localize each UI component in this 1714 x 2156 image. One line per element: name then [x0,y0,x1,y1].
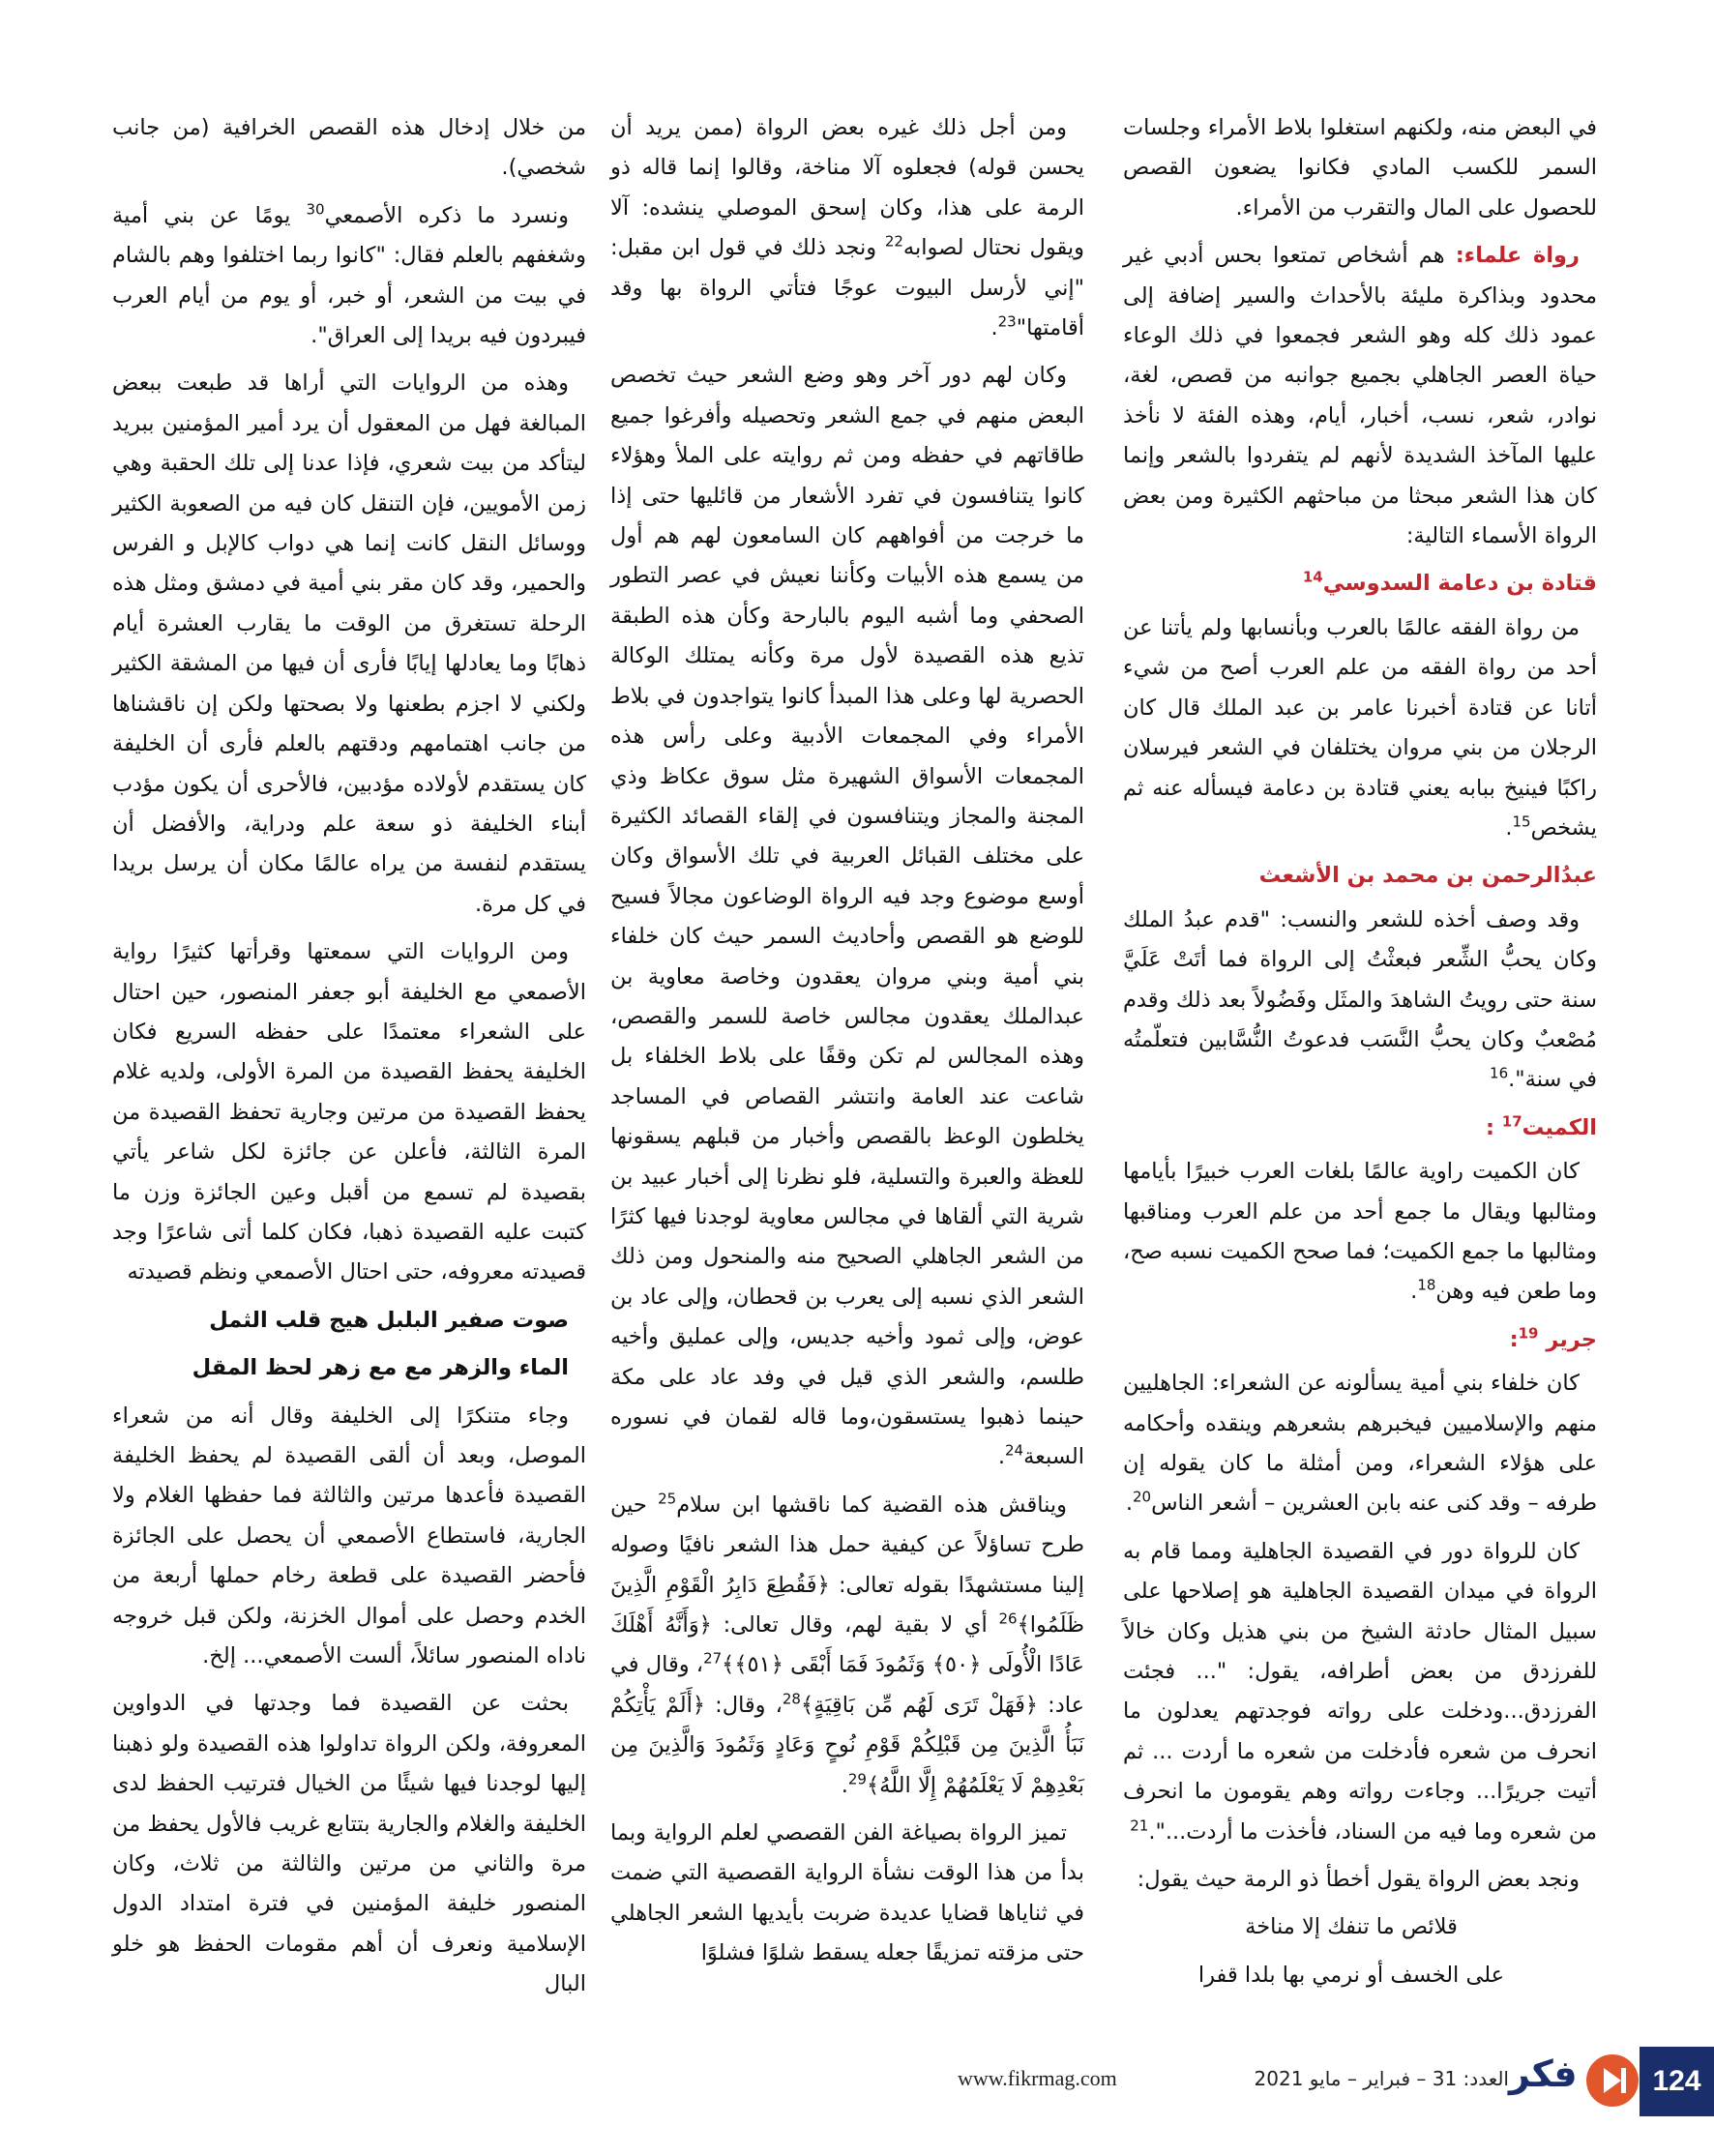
heading-kumait-text: الكميت [1522,1114,1597,1140]
heading-abdulrahman: عبدُالرحمن بن محمد بن الأشعث [1258,863,1597,889]
ulama-label: رواة علماء: [1455,243,1580,269]
paragraph-text: كان للرواة دور في القصيدة الجاهلية ومما قام به الرواة في ميدان القصيدة الجاهلية هو إصلاحها على سبيل المثال حادثة الشيخ من بني هذيل وكان خالاً للفرزدق من بعض أطرافه، يقول: "... فجئت الفرزدق...ودخلت على رواته فوجدتهم يعدلون ما انحرف من شعره فأدخلت من شعره ما أردت ... ثم أتيت جريرًا... وجاءت رواته وهم يقومون ما انحرف من شعره وما فيه من السناد، فأخذت ما أردت...". [1123,1538,1597,1845]
heading-jarir: جرير $^{19}$: [1509,1324,1597,1352]
paragraph-text: كان خلفاء بني أمية يسألونه عن الشعراء: الجاهليين منهم والإسلاميين فيخبرهم بشعرهم وينقده وأحكامه على هؤلاء الشعراء، ومن أمثلة ما كان يقوله إن طرفه – وقد كنى عنه بابن العشرين – أشعر الناس [1123,1371,1597,1517]
column-left [112,108,586,2013]
paragraph-text: حين طرح تساؤلاً عن كيفية حمل هذا الشعر نافيًا وصوله إلينا مستشهدًا بقوله تعالى: ﴿فَقُطِعَ دَابِرُ الْقَوْمِ الَّذِينَ ظَلَمُوا﴾ [610,1491,1084,1639]
paragraph: تميز الرواة بصياغة الفن القصصي لعلم الرواية وبما بدأ من هذا الوقت نشأة الرواية القصصية التي ضمت في ثناياها قضايا عديدة ضربت بأيديها الشعر الجاهلي حتى مزقته تمزيقًا جعله يسقط شلوًا فشلوًا [610,1820,1084,1966]
footnote-ref: 28 [782,1690,801,1708]
paragraph-text: من رواة الفقه عالمًا بالعرب وبأنسابها ولم يأتنا عن أحد من رواة الفقه من علم العرب أصح من شيء أتانا عن قتادة أخبرنا عامر بن عبد الملك قال كان الرجلان من بني مروان يختلفان في الشعر فيرسلان راكبًا فينيخ ببابه يعني قتادة بن دعامة فيسأله عنه ثم يشخص [1123,614,1597,841]
poem-line-bold: صوت صفير البلبل هيج قلب الثمل [209,1307,569,1333]
paragraph: وهذه من الروايات التي أراها قد طبعت ببعض المبالغة فهل من المعقول أن يرد أمير المؤمنين ببريد ليتأكد من بيت شعري، فإذا عدنا إلى تلك الحقبة وهي زمن الأمويين، فإن التنقل كان فيه من الصعوبة الكثير ووسائل النقل كانت إنما هي دواب كالإبل و الفرس والحمير، وقد كان مقر بني أمية في دمشق ومثل هذه الرحلة تستغرق من الوقت ما يقارب العشرة أيام ذهابًا وما يعادلها إيابًا فأرى أن فيها من المشقة الكثير ولكني لا اجزم بطعنها ولا بصحتها ولكن إن ناقشناها من جانب اهتمامهم ودقتهم بالعلم فأرى أن الخليفة كان يستقدم لأولاده مؤدبين، فالأحرى أن يكون مؤدب أبناء الخليفة ذو سعة علم ودراية، والأفضل أن يستقدم لنفسة من يراه عالمًا مكان أن يرسل بريدا في كل مرة. [112,370,586,917]
footnote-ref: 18 [1417,1276,1436,1294]
paragraph-abdulrahman [1123,901,1597,1101]
paragraph [112,196,586,357]
ulama-text: هم أشخاص تمتعوا بحس أدبي غير محدود وبذاكرة مليئة بالأحداث والسير إضافة إلى عمود ذلك كله وهو الشعر فجمعوا في ذلك الوعاء حياة العصر الجاهلي بجميع جوانبه من قصص، لغة، نوادر، شعر، نسب، أخبار، أيام، وهذه الفئة لا نأخذ عليها المآخذ الشديدة لأنهم لم يتفردوا بالشعر وإنما كان هذا الشعر مبحثا من مباحثهم الكثيرة ومن بعض الرواة الأسماء التالية: [1123,243,1597,549]
paragraph: وجاء متنكرًا إلى الخليفة وقال أنه من شعراء الموصل، وبعد أن ألقى القصيدة لم يحفظ الخليفة القصيدة فأعدها مرتين والثالثة فما حفظها الغلام ولا الجارية، فاستطاع الأصمعي أن يحصل على الجائزة فأحضر القصيدة على قطعة رخام حملها أربعة من الخدم وحصل على أموال الخزنة، ولكن قبل خروجه ناداه المنصور سائلاً، ألست الأصمعي... إلخ. [112,1403,586,1669]
footnote-ref: 27 [703,1649,723,1668]
heading-qatada [1123,564,1597,604]
footnote-ref: 22 [884,232,903,251]
page-number: 124 [1640,2047,1714,2116]
paragraph-text: ويناقش هذه القضية كما ناقشها ابن سلام [676,1491,1067,1518]
paragraph-role [1123,1532,1597,1852]
paragraph: في البعض منه، ولكنهم استغلوا بلاط الأمراء وجلسات السمر للكسب المادي فكانوا يضعون القصص للحصول على المال والتقرب من الأمراء. [1123,115,1597,221]
paragraph-text: وقد وصف أخذه للشعر والنسب: "قدم عبدُ الملك وكان يحبُّ الشِّعر فبعثْتُ إلى الرواة فما أتَتْ عَلَيَّ سنة حتى رويتُ الشاهدَ والمثَل وفَضُولاً بعد ذلك وقدم مُصْعبٌ وكان يحبُّ النَّسَب فدعوتُ النُّسَّابين فتعلّمتُه في سنة". [1123,906,1597,1093]
paragraph: ومن الروايات التي سمعتها وقرأتها كثيرًا رواية الأصمعي مع الخليفة أبو جعفر المنصور، حين احتال على الشعراء معتمدًا على حفظه السريع فكان الخليفة يحفظ القصيدة من المرة الأولى، ولديه غلام يحفظ القصيدة من مرتين وجارية تحفظ القصيدة من المرة الثالثة، فأعلن عن جائزة لكل شاعر يأتي بقصيدة لم تسمع من أقبل وعين الجائزة وزن ما كتبت عليه القصيدة ذهبا، فكان كلما أتى شاعرًا وجد قصيدته معروفه، حتى احتال الأصمعي ونظم قصيدته [112,939,586,1285]
heading-kumait: الكميت$^{17}$ : [1485,1112,1597,1140]
paragraph-text: وكان لهم دور آخر وهو وضع الشعر حيث تخصص البعض منهم في جمع الشعر وتحصيله وأفرغوا جميع طاقاتهم في حفظه ومن ثم روايته على الملأ وهؤلاء كانوا يتنافسون في تفرد الأشعار من قائليها حتى إذا ما خرجت من أفواههم كان السامعون لهم هم أول من يسمع هذه الأبيات وكأننا نعيش في عصر التطور الصحفي وما أشبه اليوم بالبارحة وكأن هذه الطبقة تذيع هذه القصيدة لأول مرة وكأنه يمتلك الوكالة الحصرية لها وعلى هذا المبدأ كانوا يتواجدون في بلاط الأمراء وفي المجمعات الأدبية وعلى رأس هذه المجمعات الأسواق الشهيرة مثل سوق عكاظ وذي المجنة والمجاز ويتنافسون في إلقاء القصائد الكثيرة على مختلف القبائل العربية في تلك الأسواق وكان أوسع موضوع وجد فيه الرواة الوضاعون مجالاً فسيح للوضع هو القصص وأحاديث السمر حيث كان خلفاء بني أمية وبني مروان يعقدون وخاصة معاوية بن عبدالملك يعقدون مجالس خاصة للسمر والقصص، وهذه المجالس لم تكن وقفًا على بلاط الخلفاء بل شاعت عند العامة وانتشر القصاص في المساجد يخلطون الوعظ بالقصص وأخبار من قبلهم يسقونها للعظة والعبرة والتسلية، فلو نظرنا إلى أخبار عبيد بن شرية التي ألقاها في مجالس معاوية لوجدنا فيها كثرًا من الشعر الجاهلي الصحيح منه والمنحول ومن ذلك الشعر الذي نسبه إلى يعرب بن قحطان، وإلى عاد بن عوض، وإلى ثمود وأخيه جديس، وإلى عمليق وأخيه طلسم، والشعر الذي قيل في وفد عاد على مكة حينما ذهبوا يستسقون،وما قاله لقمان في نسوره السبعة [610,363,1084,1470]
paragraph-kumait: كان الكميت راوية عالمًا بلغات العرب خبيرًا بأيامها ومثالبها ويقال ما جمع أحد من علم العرب ومناقبها ومثالبها ما جمع الكميت؛ فما صحح الكميت نسبه صح، وما طعن فيه وهن$^{18}$. [1123,1159,1597,1305]
paragraph-ulama [1123,236,1597,556]
paragraph: من خلال إدخال هذه القصص الخرافية (من جانب شخصي). [112,115,586,181]
paragraph-qatada: من رواة الفقه عالمًا بالعرب وبأنسابها ولم يأتنا عن أحد من رواة الفقه من علم العرب أصح من شيء أتانا عن قتادة أخبرنا عامر بن عبد الملك قال كان الرجلان من بني مروان يختلفان في الشعر فيرسلان راكبًا فينيخ ببابه يعني قتادة بن دعامة فيسأله عنه ثم يشخص$^{15}$. [1123,614,1597,841]
footnote-ref: 20 [1132,1488,1152,1506]
paragraph-text: ونجد ذلك في قول ابن مقبل: "إني لأرسل البيوت عوجًا فتأتي الرواة بها وقد أقامتها" [610,235,1084,341]
paragraph-jarir: كان خلفاء بني أمية يسألونه عن الشعراء: الجاهليين منهم والإسلاميين فيخبرهم بشعرهم وينقده وأحكامه على هؤلاء الشعراء، ومن أمثلة ما كان يقوله إن طرفه – وقد كنى عنه بابن العشرين – أشعر الناس$^{20}$. [1123,1371,1597,1517]
paragraph-quran: ويناقش هذه القضية كما ناقشها ابن سلام$^{25}$ حين طرح تساؤلاً عن كيفية حمل هذا الشعر نافيًا وصوله إلينا مستشهدًا بقوله تعالى: ﴿فَقُطِعَ دَابِرُ الْقَوْمِ الَّذِينَ ظَلَمُوا﴾$^{26}$ أي لا بقية لهم، وقال تعالى: ﴿وَأَنَّهُ أَهْلَكَ عَادًا الْأُولَى ﴿٥٠﴾ وَثَمُودَ فَمَا أَبْقَى ﴿٥١﴾﴾$^{27}$، وقال في عاد: ﴿فَهَلْ تَرَى لَهُم مِّن بَاقِيَةٍ﴾$^{28}$، وقال: ﴿أَلَمْ يَأْتِكُمْ نَبَأُ الَّذِينَ مِن قَبْلِكُمْ قَوْمِ نُوحٍ وَعَادٍ وَثَمُودَ وَالَّذِينَ مِن بَعْدِهِمْ لَا يَعْلَمُهُمْ إِلَّا اللَّهُ﴾$^{29}$. [610,1490,1084,1798]
footnote-ref: 25 [658,1490,677,1508]
column-middle [610,108,1084,1982]
paragraph-dhurrumma: ونجد بعض الرواة يقول أخطأ ذو الرمة حيث يقول: [1137,1867,1580,1893]
paragraph-text: ونسرد ما ذكره الأصمعي [324,202,569,228]
footnote-ref: 21 [1130,1816,1149,1835]
footnote-ref: 26 [998,1610,1018,1628]
paragraph-text: أي لا بقية لهم، وقال تعالى: ﴿وَأَنَّهُ أَهْلَكَ عَادًا الْأُولَى ﴿٥٠﴾ وَثَمُودَ فَمَا أَبْقَى ﴿٥١﴾﴾ [610,1612,1084,1678]
footnote-ref: 14 [1302,568,1323,586]
poem-line-bold: الماء والزهر مع مع زهر لحظ المقل [192,1355,569,1381]
verse-line: قلائص ما تنفك إلا مناخة [1245,1914,1458,1940]
paragraph-text: يومًا عن بني أمية وشغفهم بالعلم فقال: "كانوا ربما اختلفوا وهم بالشام في بيت من الشعر، أو خبر، أو يوم من أيام العرب فيبردون فيه بريدا إلى العراق". [112,202,586,349]
footnote-ref: 16 [1490,1064,1509,1082]
verse-line: على الخسف أو نرمي بها بلدا قفرا [1197,1962,1505,1988]
paragraph-text: ، وقال: ﴿أَلَمْ يَأْتِكُمْ نَبَأُ الَّذِينَ مِن قَبْلِكُمْ قَوْمِ نُوحٍ وَعَادٍ وَثَمُودَ وَالَّذِينَ مِن بَعْدِهِمْ لَا يَعْلَمُهُمْ إِلَّا اللَّهُ﴾ [610,1692,1084,1798]
footnote-ref: 24 [1005,1441,1024,1460]
footnote-ref: 30 [306,200,325,219]
paragraph: ومن أجل ذلك غيره بعض الرواة (ممن يريد أن يحسن قوله) فجعلوه آلا مناخة، وقالوا إنما قاله ذو الرمة على هذا، وكان إسحق الموصلي ينشده: آلا ويقول نحتال لصوابه$^{22}$ ونجد ذلك في قول ابن مقبل: "إني لأرسل البيوت عوجًا فتأتي الرواة بها وقد أقامتها"$^{23}$. [610,115,1084,341]
heading-jarir-text: جرير [1546,1326,1597,1352]
paragraph-text: كان الكميت راوية عالمًا بلغات العرب خبيرًا بأيامها ومثالبها ويقال ما جمع أحد من علم العرب ومناقبها ومثالبها ما جمع الكميت؛ فما صحح الكميت نسبه صح، وما طعن فيه وهن [1123,1159,1597,1305]
footnote-ref: 19 [1518,1324,1539,1343]
paragraph-text: ومن أجل ذلك غيره بعض الرواة (ممن يريد أن يحسن قوله) فجعلوه آلا مناخة، وقالوا إنما قاله ذو الرمة على هذا، وكان إسحق الموصلي ينشده: آلا ويقول نحتال لصوابه [610,115,1084,261]
website-link[interactable]: www.fikrmag.com [958,2066,1117,2090]
issue-info: العدد: 31 – فبراير – مايو 2021 [1254,2067,1509,2090]
magazine-logo-icon [1584,2053,1640,2109]
footnote-ref: 15 [1512,812,1531,831]
magazine-logo-text: فكر [1509,2053,1578,2095]
footnote-ref: 23 [997,312,1017,331]
heading-qatada-text: قتادة بن دعامة السدوسي [1322,571,1597,597]
footnote-ref: 17 [1501,1112,1522,1131]
paragraph: وكان لهم دور آخر وهو وضع الشعر حيث تخصص البعض منهم في جمع الشعر وتحصيله وأفرغوا جميع طاقاتهم في حفظه ومن ثم روايته على الملأ وهؤلاء كانوا يتنافسون في تفرد الأشعار من قائليها حتى إذا ما خرجت من أفواههم كان السامعون لهم هم أول من يسمع هذه الأبيات وكأننا نعيش في عصر التطور الصحفي وما أشبه اليوم بالبارحة وكأن هذه الطبقة تذيع هذه القصيدة لأول مرة وكأنه يمتلك الوكالة الحصرية لها وعلى هذا المبدأ كانوا يتواجدون في بلاط الأمراء وفي المجمعات الأدبية وعلى رأس هذه المجمعات الأسواق الشهيرة مثل سوق عكاظ وذي المجنة والمجاز ويتنافسون في إلقاء القصائد الكثيرة على مختلف القبائل العربية في تلك الأسواق وكان أوسع موضوع وجد فيه الرواة الوضاعون مجالاً فسيح للوضع هو القصص وأحاديث السمر حيث كان خلفاء بني أمية وبني مروان يعقدون وخاصة معاوية بن عبدالملك يعقدون مجالس خاصة للسمر والقصص، وهذه المجالس لم تكن وقفًا على بلاط الخلفاء بل شاعت عند العامة وانتشر القصاص في المساجد يخلطون الوعظ بالقصص وأخبار من قبلهم يسقونها للعظة والعبرة والتسلية، فلو نظرنا إلى أخبار عبيد بن شرية التي ألقاها في مجالس معاوية لوجدنا فيها كثرًا من الشعر الجاهلي الصحيح منه والمنحول ومن ذلك الشعر الذي نسبه إلى يعرب بن قحطان، وإلى عاد بن عوض، وإلى ثمود وأخيه جديس، وإلى عمليق وأخيه طلسم، والشعر الذي قيل في وفد عاد على مكة حينما ذهبوا يستسقون،وما قاله لقمان في نسوره السبعة$^{24}$. [610,363,1084,1470]
footnote-ref: 29 [847,1770,867,1788]
column-right [1123,108,1597,2003]
paragraph: بحثت عن القصيدة فما وجدتها في الدواوين المعروفة، ولكن الرواة تداولوا هذه القصيدة ولو ذهبنا إليها لوجدنا فيها شيئًا من الخيال فترتيب الحفظ لدى الخليفة والغلام والجارية بتتابع غريب فالأول يحفظ من مرة والثاني من مرتين والثالثة من ثلاث، وكان المنصور خليفة المؤمنين في فترة امتداد الدول الإسلامية ونعرف أن أهم مقومات الحفظ هو خلو البال [112,1691,586,1997]
paragraph-text: ، وقال في عاد: ﴿فَهَلْ تَرَى لَهُم مِّن بَاقِيَةٍ﴾ [610,1652,1084,1718]
